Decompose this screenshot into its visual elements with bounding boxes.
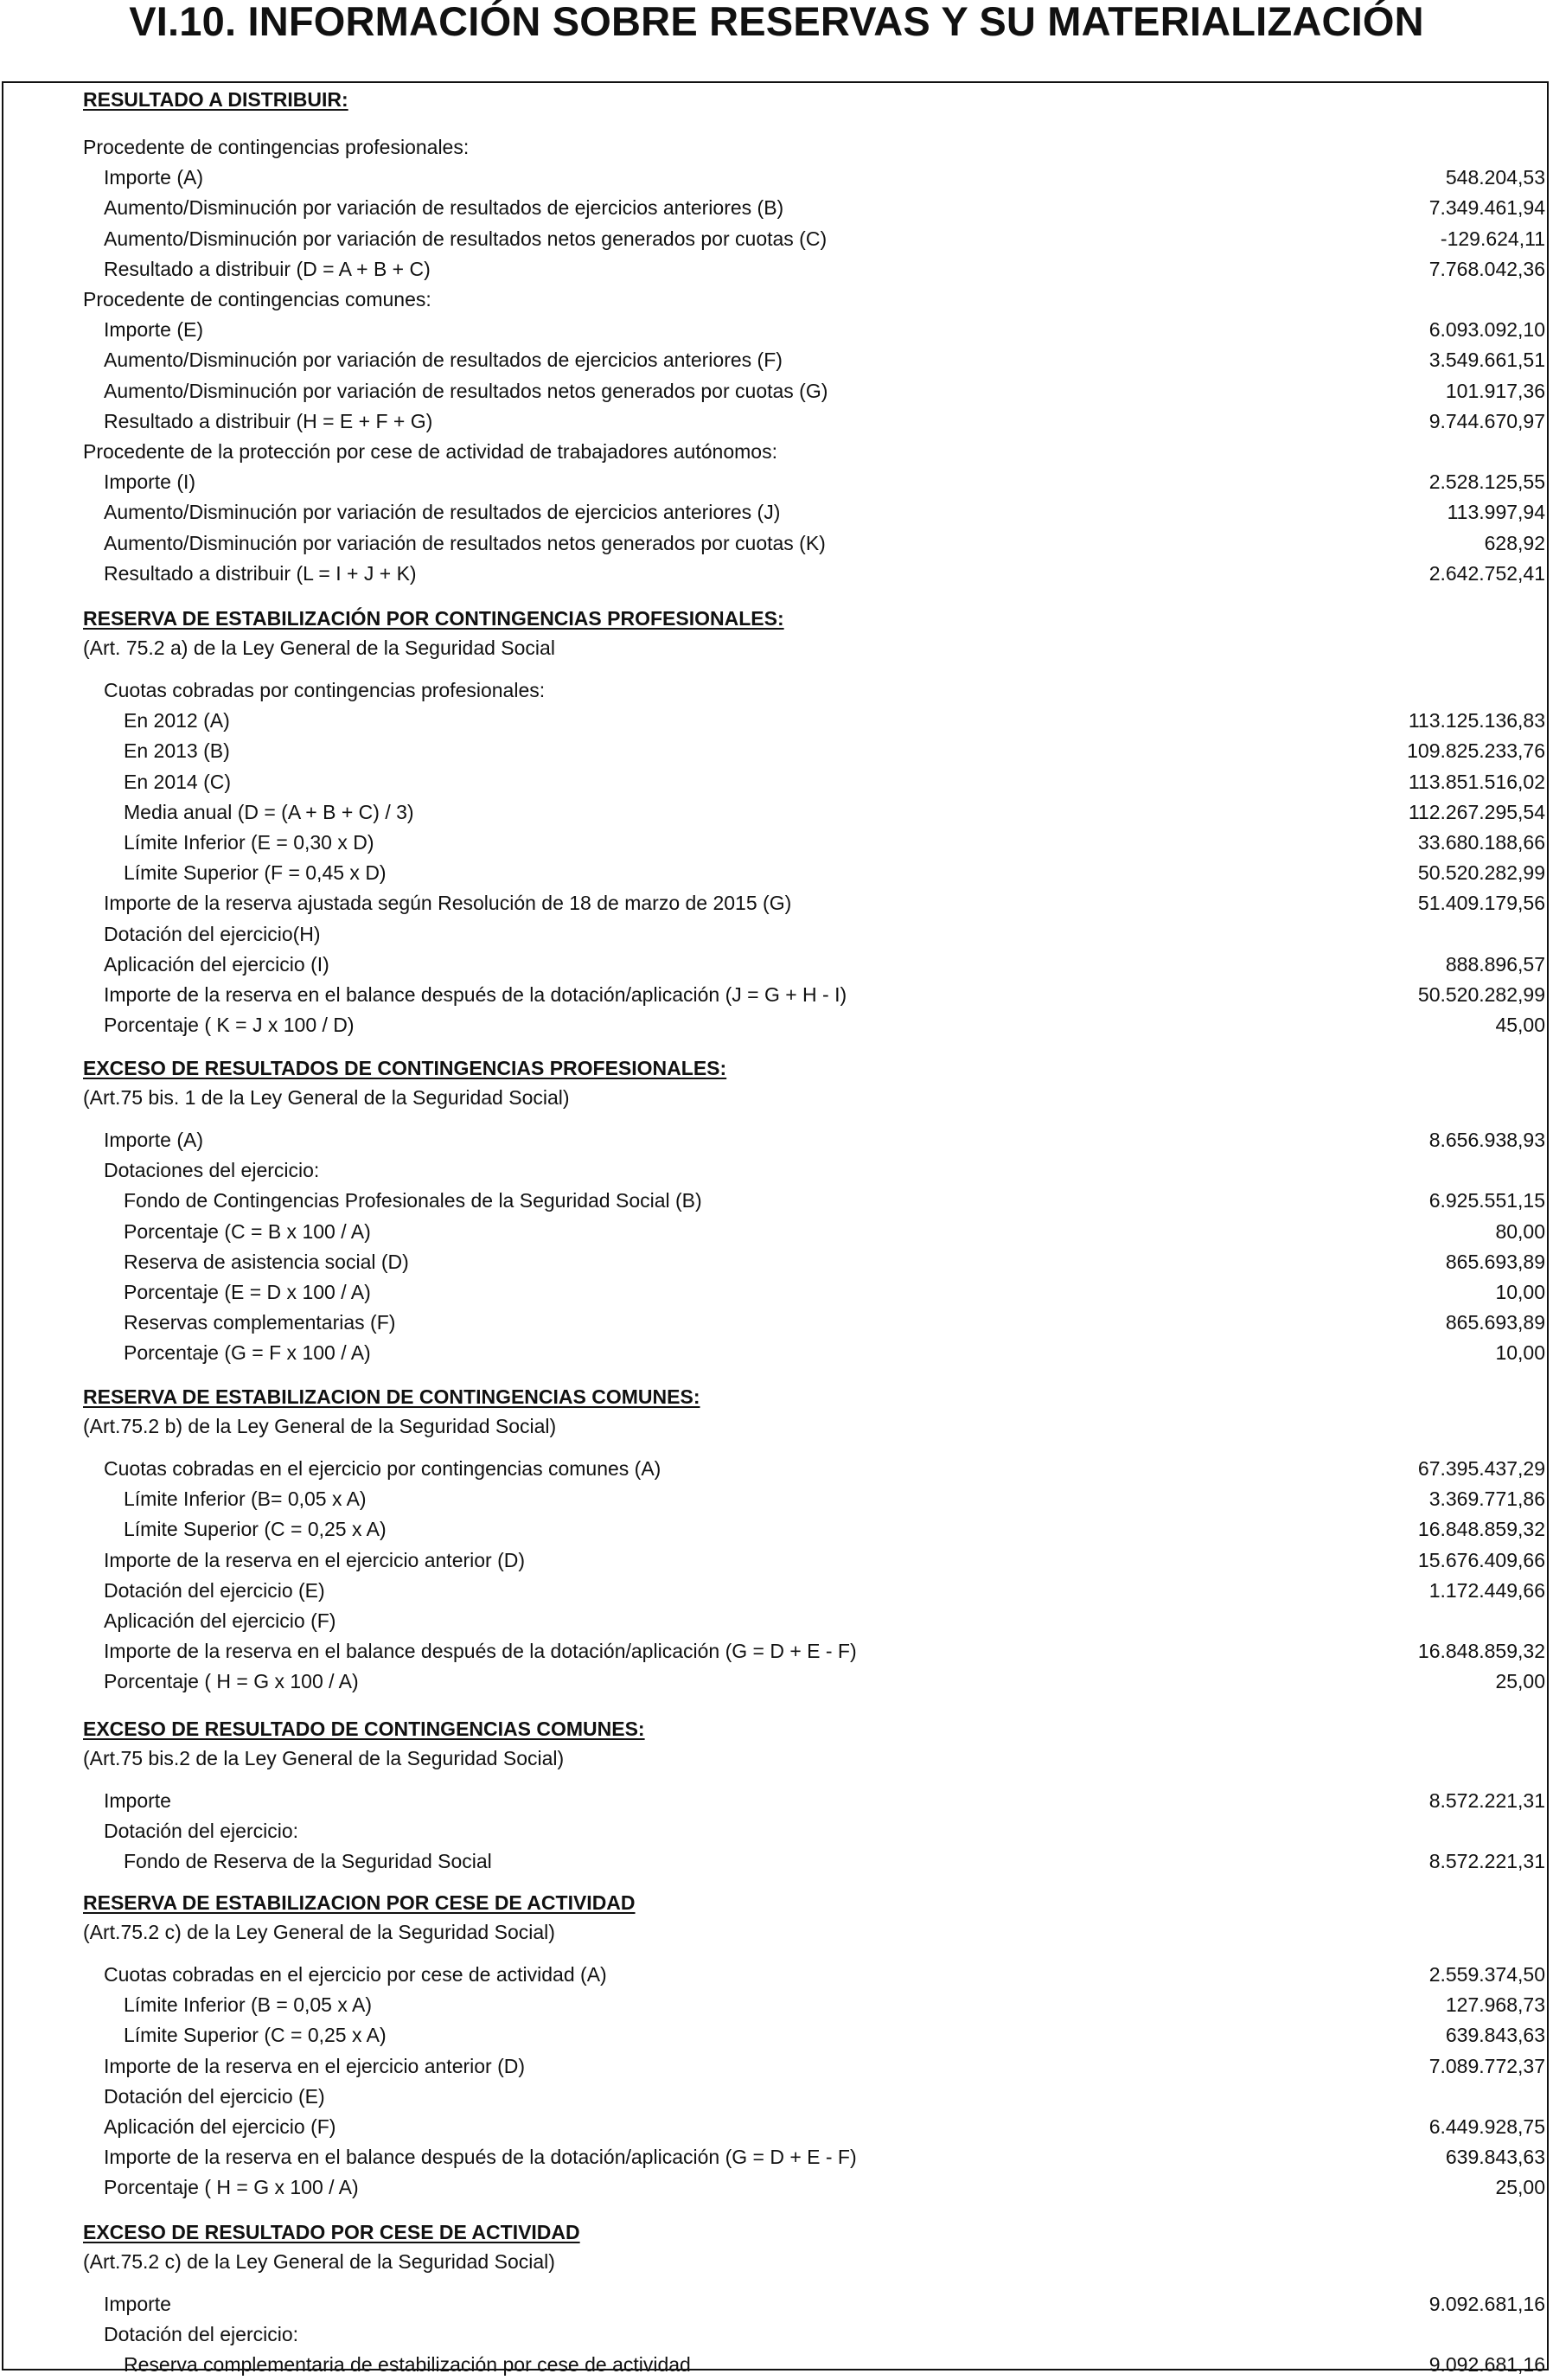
report-row — [0, 437, 1553, 467]
report-row-label: Procedente de contingencias profesionales: — [83, 136, 470, 158]
report-row-label: Aumento/Disminución por variación de resultados netos generados por cuotas (G) — [104, 380, 828, 402]
report-row-value: 113.851.516,02 — [1408, 771, 1545, 793]
report-row-label: Porcentaje ( K = J x 100 / D) — [104, 1014, 355, 1036]
report-row-label: Aplicación del ejercicio (I) — [104, 953, 329, 976]
report-row — [0, 467, 1553, 497]
section-header — [0, 1888, 1553, 1918]
section-header — [0, 1382, 1553, 1412]
report-row-label: Importe (A) — [104, 166, 204, 189]
section-header — [0, 85, 1553, 115]
report-row-label: Aplicación del ejercicio (F) — [104, 2115, 336, 2138]
report-row-label: Límite Inferior (E = 0,30 x D) — [124, 831, 374, 854]
report-row-value: 113.997,94 — [1447, 501, 1545, 523]
report-row-label: En 2012 (A) — [124, 709, 230, 732]
report-row — [0, 1484, 1553, 1514]
report-row — [0, 2289, 1553, 2319]
report-row-label: Dotación del ejercicio (E) — [104, 1579, 325, 1602]
section-subtitle-label: (Art.75 bis.2 de la Ley General de la Seguridad Social) — [83, 1747, 565, 1769]
report-row-value: 50.520.282,99 — [1417, 861, 1545, 884]
report-row-value: 25,00 — [1495, 1670, 1545, 1692]
report-row-label: Reserva complementaria de estabilización por cese de actividad — [124, 2353, 691, 2376]
report-row-value: 10,00 — [1495, 1341, 1545, 1364]
report-row-label: Fondo de Contingencias Profesionales de la Seguridad Social (B) — [124, 1189, 702, 1212]
report-row-label: Aumento/Disminución por variación de resultados de ejercicios anteriores (J) — [104, 501, 781, 523]
report-row-label: Aumento/Disminución por variación de resultados de ejercicios anteriores (F) — [104, 349, 783, 371]
section-subtitle-label: (Art.75 bis. 1 de la Ley General de la Seguridad Social) — [83, 1086, 570, 1109]
report-row — [0, 1990, 1553, 2020]
section-header — [0, 2217, 1553, 2248]
report-row-label: Porcentaje (G = F x 100 / A) — [124, 1341, 371, 1364]
report-row-label: Límite Inferior (B= 0,05 x A) — [124, 1488, 367, 1510]
report-row-value: 67.395.437,29 — [1417, 1457, 1545, 1480]
report-row-value: 2.528.125,55 — [1428, 470, 1545, 493]
report-row — [0, 888, 1553, 918]
report-row — [0, 1816, 1553, 1846]
report-row-label: Importe de la reserva en el balance después de la dotación/aplicación (J = G + H - I) — [104, 983, 847, 1006]
report-row-label: Importe — [104, 2293, 171, 2315]
report-row — [0, 1667, 1553, 1697]
report-row-value: 865.693,89 — [1445, 1251, 1545, 1273]
report-row-label: Límite Superior (C = 0,25 x A) — [124, 1518, 387, 1540]
report-row-label: Límite Inferior (B = 0,05 x A) — [124, 1993, 372, 2016]
report-row-label: Procedente de la protección por cese de actividad de trabajadores autónomos: — [83, 440, 777, 463]
report-row-value: 51.409.179,56 — [1417, 892, 1545, 914]
section-subtitle — [0, 1083, 1553, 1113]
report-row-value: 7.349.461,94 — [1428, 196, 1545, 219]
report-row — [0, 1576, 1553, 1606]
report-row — [0, 497, 1553, 528]
report-row-label: Importe (E) — [104, 318, 204, 341]
report-row-label: Cuotas cobradas por contingencias profesionales: — [104, 679, 546, 701]
section-header-label: RESERVA DE ESTABILIZACION DE CONTINGENCIAS COMUNES: — [83, 1385, 700, 1408]
report-row — [0, 1125, 1553, 1155]
report-row — [0, 528, 1553, 559]
section-subtitle — [0, 1917, 1553, 1948]
report-row-value: 16.848.859,32 — [1417, 1518, 1545, 1540]
report-row-value: 8.572.221,31 — [1428, 1850, 1545, 1872]
report-row-label: Dotación del ejercicio(H) — [104, 923, 321, 945]
section-subtitle — [0, 1411, 1553, 1442]
report-row — [0, 1636, 1553, 1667]
report-row — [0, 376, 1553, 406]
report-row-value: 9.744.670,97 — [1428, 410, 1545, 432]
report-row-value: 33.680.188,66 — [1417, 831, 1545, 854]
report-row-value: 7.768.042,36 — [1428, 258, 1545, 280]
report-row — [0, 706, 1553, 736]
report-row — [0, 254, 1553, 285]
report-row-value: 113.125.136,83 — [1408, 709, 1545, 732]
report-row — [0, 1186, 1553, 1216]
report-row-label: Reserva de asistencia social (D) — [124, 1251, 409, 1273]
report-row-label: Dotación del ejercicio: — [104, 2323, 299, 2345]
report-row-label: Importe de la reserva en el balance después de la dotación/aplicación (G = D + E - F) — [104, 1640, 857, 1662]
report-row-label: Porcentaje ( H = G x 100 / A) — [104, 1670, 359, 1692]
report-row — [0, 797, 1553, 828]
report-row — [0, 2350, 1553, 2380]
report-row — [0, 163, 1553, 193]
report-row-value: 10,00 — [1495, 1281, 1545, 1303]
report-row — [0, 1247, 1553, 1277]
report-row — [0, 919, 1553, 950]
report-row — [0, 193, 1553, 223]
report-row-value: 16.848.859,32 — [1417, 1640, 1545, 1662]
report-row — [0, 1846, 1553, 1877]
report-row — [0, 828, 1553, 858]
report-row-value: 9.092.681,16 — [1428, 2353, 1545, 2376]
report-row-label: Importe de la reserva en el balance después de la dotación/aplicación (G = D + E - F) — [104, 2146, 857, 2168]
report-row-value: 1.172.449,66 — [1428, 1579, 1545, 1602]
report-row — [0, 1606, 1553, 1636]
report-row-value: 80,00 — [1495, 1220, 1545, 1243]
report-row-label: En 2013 (B) — [124, 739, 230, 762]
section-subtitle — [0, 2247, 1553, 2277]
report-row-label: Porcentaje (E = D x 100 / A) — [124, 1281, 371, 1303]
section-subtitle — [0, 633, 1553, 663]
report-row-label: Dotación del ejercicio (E) — [104, 2085, 325, 2108]
report-row-label: Dotaciones del ejercicio: — [104, 1159, 320, 1181]
report-row-value: 6.093.092,10 — [1428, 318, 1545, 341]
section-header-label: EXCESO DE RESULTADO DE CONTINGENCIAS COMUNES: — [83, 1718, 645, 1740]
report-row — [0, 1155, 1553, 1186]
section-header-label: EXCESO DE RESULTADO POR CESE DE ACTIVIDAD — [83, 2221, 580, 2243]
report-row-value: 9.092.681,16 — [1428, 2293, 1545, 2315]
report-row-label: Resultado a distribuir (L = I + J + K) — [104, 562, 417, 585]
report-row-value: 6.449.928,75 — [1428, 2115, 1545, 2138]
report-row — [0, 559, 1553, 589]
report-row — [0, 285, 1553, 315]
report-row — [0, 675, 1553, 706]
report-row-label: Importe de la reserva ajustada según Resolución de 18 de marzo de 2015 (G) — [104, 892, 792, 914]
report-row — [0, 1514, 1553, 1545]
report-row-value: 101.917,36 — [1445, 380, 1545, 402]
report-row-label: Media anual (D = (A + B + C) / 3) — [124, 801, 414, 823]
report-row-value: 8.572.221,31 — [1428, 1789, 1545, 1812]
report-row — [0, 1010, 1553, 1040]
report-row — [0, 980, 1553, 1010]
report-row-label: Aumento/Disminución por variación de resultados de ejercicios anteriores (B) — [104, 196, 784, 219]
report-row — [0, 2142, 1553, 2172]
report-row-value: 45,00 — [1495, 1014, 1545, 1036]
section-header-label: EXCESO DE RESULTADOS DE CONTINGENCIAS PROFESIONALES: — [83, 1057, 727, 1079]
report-row-label: Aumento/Disminución por variación de resultados netos generados por cuotas (K) — [104, 532, 826, 554]
section-subtitle-label: (Art.75.2 c) de la Ley General de la Seguridad Social) — [83, 2250, 555, 2273]
section-header-label: RESERVA DE ESTABILIZACION POR CESE DE ACTIVIDAD — [83, 1891, 636, 1914]
section-header — [0, 1714, 1553, 1744]
report-row — [0, 2172, 1553, 2203]
section-subtitle-label: (Art.75.2 b) de la Ley General de la Seguridad Social) — [83, 1415, 557, 1437]
report-row — [0, 858, 1553, 888]
report-row — [0, 1308, 1553, 1338]
report-row — [0, 767, 1553, 797]
report-row — [0, 406, 1553, 437]
report-row — [0, 1545, 1553, 1576]
report-row — [0, 2020, 1553, 2051]
report-row-value: 888.896,57 — [1445, 953, 1545, 976]
report-row-label: Reservas complementarias (F) — [124, 1311, 396, 1334]
report-row-value: 7.089.772,37 — [1428, 2055, 1545, 2077]
report-row-value: 3.549.661,51 — [1428, 349, 1545, 371]
report-row-label: Importe (I) — [104, 470, 196, 493]
report-row — [0, 950, 1553, 980]
report-row — [0, 315, 1553, 345]
report-row-label: Importe (A) — [104, 1129, 204, 1151]
section-subtitle — [0, 1743, 1553, 1774]
report-row-label: Importe de la reserva en el ejercicio anterior (D) — [104, 1549, 526, 1571]
report-row — [0, 2082, 1553, 2112]
report-row — [0, 1277, 1553, 1308]
report-row-label: Aplicación del ejercicio (F) — [104, 1609, 336, 1632]
report-row — [0, 1960, 1553, 1990]
report-row-label: Fondo de Reserva de la Seguridad Social — [124, 1850, 492, 1872]
report-row-label: Resultado a distribuir (H = E + F + G) — [104, 410, 433, 432]
report-row-value: 2.559.374,50 — [1428, 1963, 1545, 1986]
report-row-value: 15.676.409,66 — [1417, 1549, 1545, 1571]
report-row — [0, 1338, 1553, 1368]
report-row-label: Límite Superior (C = 0,25 x A) — [124, 2024, 387, 2046]
report-row-label: Aumento/Disminución por variación de resultados netos generados por cuotas (C) — [104, 227, 828, 250]
report-row — [0, 2051, 1553, 2082]
report-row-label: Límite Superior (F = 0,45 x D) — [124, 861, 387, 884]
report-row — [0, 345, 1553, 375]
report-row — [0, 132, 1553, 163]
report-row-label: Importe de la reserva en el ejercicio anterior (D) — [104, 2055, 526, 2077]
report-row — [0, 224, 1553, 254]
report-row-value: 628,92 — [1484, 532, 1545, 554]
section-subtitle-label: (Art. 75.2 a) de la Ley General de la Seguridad Social — [83, 637, 555, 659]
report-row-value: 3.369.771,86 — [1428, 1488, 1545, 1510]
report-row — [0, 2319, 1553, 2350]
report-row — [0, 1786, 1553, 1816]
report-row — [0, 1217, 1553, 1247]
report-row-label: Dotación del ejercicio: — [104, 1820, 299, 1842]
report-row-label: Porcentaje ( H = G x 100 / A) — [104, 2176, 359, 2198]
report-row-label: Procedente de contingencias comunes: — [83, 288, 431, 310]
report-row — [0, 2112, 1553, 2142]
section-header — [0, 1053, 1553, 1084]
report-row-value: 127.968,73 — [1445, 1993, 1545, 2016]
report-row — [0, 736, 1553, 766]
report-row-value: 25,00 — [1495, 2176, 1545, 2198]
section-header — [0, 604, 1553, 634]
report-row-value: 639.843,63 — [1445, 2024, 1545, 2046]
report-row-value: 2.642.752,41 — [1428, 562, 1545, 585]
report-row-value: 112.267.295,54 — [1408, 801, 1545, 823]
section-header-label: RESULTADO A DISTRIBUIR: — [83, 88, 348, 111]
report-row-value: 865.693,89 — [1445, 1311, 1545, 1334]
section-header-label: RESERVA DE ESTABILIZACIÓN POR CONTINGENCIAS PROFESIONALES: — [83, 607, 784, 630]
report-row-label: Cuotas cobradas en el ejercicio por contingencias comunes (A) — [104, 1457, 661, 1480]
report-row-label: Importe — [104, 1789, 171, 1812]
report-row-value: 548.204,53 — [1445, 166, 1545, 189]
report-row-value: 639.843,63 — [1445, 2146, 1545, 2168]
report-row — [0, 1454, 1553, 1484]
report-row-value: 6.925.551,15 — [1428, 1189, 1545, 1212]
report-row-label: En 2014 (C) — [124, 771, 232, 793]
report-row-value: -129.624,11 — [1440, 227, 1545, 250]
page-title: VI.10. INFORMACIÓN SOBRE RESERVAS Y SU MATERIALIZACIÓN — [129, 0, 1424, 44]
report-row-value: 50.520.282,99 — [1417, 983, 1545, 1006]
report-row-value: 8.656.938,93 — [1428, 1129, 1545, 1151]
report-row-label: Cuotas cobradas en el ejercicio por cese de actividad (A) — [104, 1963, 607, 1986]
report-row-label: Porcentaje (C = B x 100 / A) — [124, 1220, 371, 1243]
section-subtitle-label: (Art.75.2 c) de la Ley General de la Seguridad Social) — [83, 1921, 555, 1943]
report-row-value: 109.825.233,76 — [1407, 739, 1545, 762]
report-row-label: Resultado a distribuir (D = A + B + C) — [104, 258, 431, 280]
